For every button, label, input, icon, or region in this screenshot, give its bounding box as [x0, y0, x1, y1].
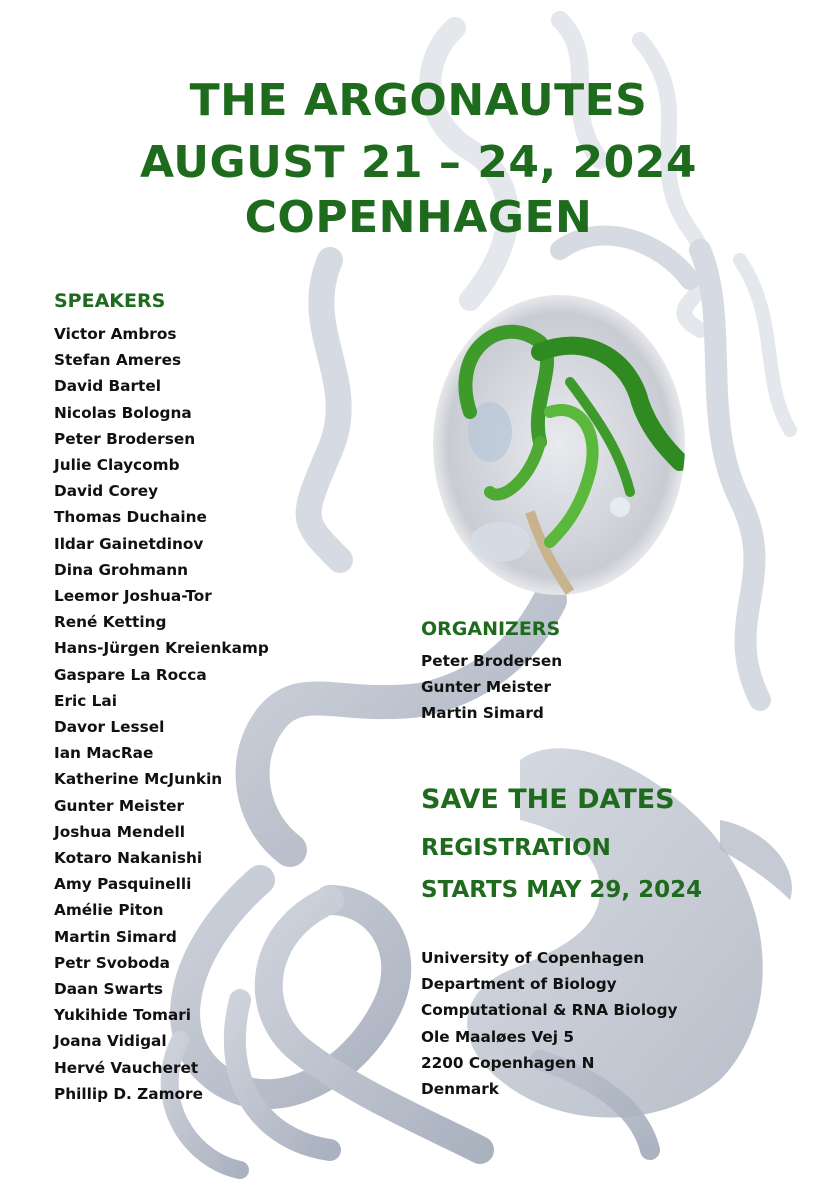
- speaker-name: Gunter Meister: [54, 796, 185, 815]
- address-line: Ole Maaløes Vej 5: [421, 1027, 574, 1046]
- speaker-name: Leemor Joshua-Tor: [54, 587, 212, 606]
- speaker-name: Davor Lessel: [54, 718, 165, 737]
- speaker-name: David Bartel: [54, 377, 161, 396]
- speakers-list: [54, 321, 269, 1107]
- speaker-name: Joana Vidigal: [54, 1032, 167, 1051]
- address-line: University of Copenhagen: [421, 949, 645, 967]
- address-line: 2200 Copenhagen N: [421, 1053, 595, 1072]
- address-line: Denmark: [421, 1080, 499, 1099]
- address-line: Department of Biology: [421, 975, 617, 994]
- registration-label: REGISTRATION: [421, 835, 611, 861]
- speaker-name: Joshua Mendell: [54, 822, 186, 841]
- speaker-name: Thomas Duchaine: [54, 508, 207, 527]
- speaker-name: Peter Brodersen: [54, 429, 196, 448]
- speaker-name: Ian MacRae: [54, 744, 154, 763]
- save-the-dates-heading: SAVE THE DATES: [421, 784, 675, 815]
- speaker-name: Daan Swarts: [54, 980, 163, 999]
- speaker-name: David Corey: [54, 482, 159, 501]
- speaker-name: Stefan Ameres: [54, 351, 182, 370]
- speaker-name: Petr Svoboda: [54, 953, 170, 972]
- speaker-name: Ildar Gainetdinov: [54, 534, 204, 553]
- speaker-name: Julie Claycomb: [54, 456, 180, 475]
- speaker-name: Victor Ambros: [54, 325, 177, 343]
- speaker-name: Amy Pasquinelli: [54, 875, 192, 894]
- speaker-name: Hervé Vaucheret: [54, 1058, 199, 1077]
- organizer-name: Peter Brodersen: [421, 652, 563, 670]
- organizers-list: [421, 648, 562, 727]
- speaker-name: Kotaro Nakanishi: [54, 849, 203, 868]
- speaker-name: Amélie Piton: [54, 901, 164, 920]
- event-location: COPENHAGEN: [244, 192, 593, 243]
- speakers-heading: SPEAKERS: [54, 290, 166, 312]
- event-dates: AUGUST 21 – 24, 2024: [140, 137, 697, 188]
- venue-address: [421, 945, 678, 1102]
- speaker-name: René Ketting: [54, 613, 167, 632]
- registration-date: STARTS MAY 29, 2024: [421, 877, 703, 903]
- speaker-name: Katherine McJunkin: [54, 770, 223, 789]
- speaker-name: Nicolas Bologna: [54, 403, 192, 422]
- speaker-name: Eric Lai: [54, 691, 117, 710]
- event-title: THE ARGONAUTES: [189, 75, 648, 126]
- speaker-name: Gaspare La Rocca: [54, 665, 207, 684]
- address-line: Computational & RNA Biology: [421, 1001, 678, 1020]
- hydra-photo: [430, 292, 688, 598]
- speaker-name: Martin Simard: [54, 927, 177, 946]
- speaker-name: Hans-Jürgen Kreienkamp: [54, 639, 269, 658]
- speaker-name: Phillip D. Zamore: [54, 1084, 203, 1103]
- organizers-heading: ORGANIZERS: [421, 618, 561, 640]
- speaker-name: Yukihide Tomari: [54, 1006, 192, 1025]
- organizer-name: Martin Simard: [421, 704, 544, 723]
- speaker-name: Dina Grohmann: [54, 560, 189, 579]
- organizer-name: Gunter Meister: [421, 678, 552, 697]
